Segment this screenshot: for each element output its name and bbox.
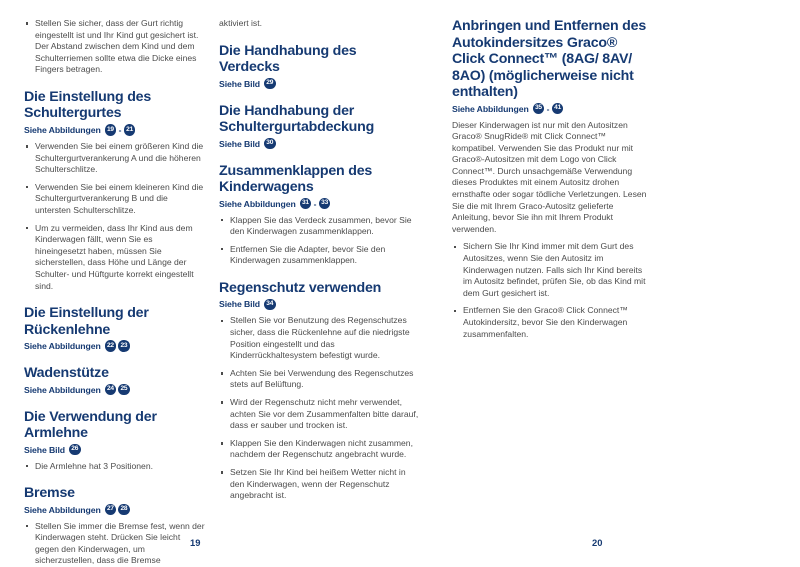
figure-badge: 26 — [69, 444, 81, 456]
see-label: Siehe Bild — [219, 138, 260, 149]
see-label: Siehe Abbildungen — [24, 124, 101, 135]
list-item: Stellen Sie immer die Bremse fest, wenn der Kinderwagen steht. Drücken Sie leicht gegen den Kinderwagen, um sicherzustellen, dass die Bremse — [24, 521, 205, 567]
see-figures-line — [452, 103, 652, 115]
column-right — [452, 18, 652, 528]
see-figures-line — [24, 124, 205, 136]
see-figures-line — [24, 340, 205, 352]
see-figures-line — [24, 384, 205, 396]
list-item: Wird der Regenschutz nicht mehr verwendet, achten Sie vor dem Zusammenfalten bitte darauf, dass er sauber und trocken ist. — [219, 397, 420, 432]
see-figure-line — [219, 298, 420, 310]
range-dash: - — [546, 103, 550, 114]
section-heading-verdeck: Die Handhabung des Verdecks — [219, 42, 357, 76]
figure-badge: 19 — [105, 124, 117, 136]
section-heading-armlehne: Die Verwendung der Armlehne — [24, 408, 157, 442]
list-item: Die Armlehne hat 3 Positionen. — [24, 461, 205, 473]
figure-badge: 34 — [264, 299, 276, 311]
see-figures-line — [219, 198, 420, 210]
figure-badge: 31 — [300, 198, 312, 210]
section-heading-autokindersitz: Anbringen und Entfernen des Autokindersitzes Graco® Click Connect™ (8AG/ 8AV/ 8AO) (möglicherweise nicht enthalten) — [452, 18, 647, 100]
list-item: Klappen Sie das Verdeck zusammen, bevor Sie den Kinderwagen zusammenklappen. — [219, 215, 420, 238]
list-item: Achten Sie bei Verwendung des Regenschutzes stets auf Belüftung. — [219, 368, 420, 391]
see-label: Siehe Abbildungen — [452, 103, 529, 114]
see-label: Siehe Bild — [219, 299, 260, 310]
bullet-list-zusammenklappen — [219, 215, 420, 267]
see-label: Siehe Abbildungen — [24, 341, 101, 352]
figure-badge: 27 — [105, 504, 117, 516]
range-dash: - — [313, 198, 317, 209]
see-label: Siehe Bild — [219, 78, 260, 89]
section-heading-rueckenlehne: Die Einstellung der Rückenlehne — [24, 305, 149, 338]
bullet-list-armlehne — [24, 461, 205, 473]
figure-badge: 33 — [319, 198, 331, 210]
list-item: Setzen Sie Ihr Kind bei heißem Wetter nicht in den Kinderwagen, wenn der Regenschutz angebracht ist. — [219, 467, 420, 502]
list-item: Klappen Sie den Kinderwagen nicht zusammen, nachdem der Regenschutz angebracht wurde. — [219, 438, 420, 461]
range-dash: - — [118, 124, 122, 135]
continued-text: aktiviert ist. — [219, 18, 262, 28]
see-label: Siehe Abbildungen — [24, 384, 101, 395]
figure-badge: 35 — [533, 103, 545, 115]
figure-badge: 28 — [118, 504, 130, 516]
section-heading-schultergurtabdeckung: Die Handhabung der Schultergurtabdeckung — [219, 102, 375, 136]
see-label: Siehe Abbildungen — [24, 504, 101, 515]
body-paragraph: Dieser Kinderwagen ist nur mit den Autositzen Graco® SnugRide® mit Click Connect™ kompatibel. Verwenden Sie das Produkt nur mit Graco®-Autositzen mit dem Logo von Click Connect™. Durch unsachgemäße Verwendung dieses Produktes mit einem Autositz drohen ernsthafte oder sogar tödliche Verletzungen. Lesen Sie die mit Ihrem Graco-Autositz gelieferte Anleitung, bevor Sie ihn mit Ihrem Produkt verwenden. — [452, 119, 647, 234]
list-item: Um zu vermeiden, dass Ihr Kind aus dem Kinderwagen fällt, wenn Sie es hineingesetzt haben, müssen Sie sicherstellen, dass Höhe und Länge der Schulter- und Hüftgurte korrekt eingestellt sind. — [24, 223, 205, 293]
list-item: Verwenden Sie bei einem größeren Kind die Schultergurtverankerung A und die höheren Schulterschlitze. — [24, 141, 205, 176]
see-label: Siehe Abbildungen — [219, 198, 296, 209]
see-figures-line — [24, 504, 205, 516]
see-figure-line — [219, 78, 420, 90]
figure-badge: 25 — [118, 384, 130, 396]
figure-badge: 22 — [105, 340, 117, 352]
column-left — [24, 18, 219, 566]
figure-badge: 41 — [552, 103, 564, 115]
page-number-left: 19 — [190, 537, 201, 548]
figure-badge: 29 — [264, 78, 276, 90]
figure-badge: 23 — [118, 340, 130, 352]
bullet-list-autokindersitz — [452, 241, 652, 340]
bullet-list-regenschutz — [219, 315, 420, 501]
see-figure-line — [219, 138, 420, 150]
figure-badge: 21 — [124, 124, 136, 136]
page-number-row — [0, 537, 800, 553]
figure-badge: 24 — [105, 384, 117, 396]
column-middle — [219, 18, 434, 528]
see-figure-line — [24, 444, 205, 456]
bullet-list-schultergurt — [24, 141, 205, 292]
section-heading-schultergurt: Die Einstellung des Schultergurtes — [24, 88, 152, 122]
page-number-right: 20 — [592, 537, 603, 548]
list-item: Entfernen Sie die Adapter, bevor Sie den Kinderwagen zusammenklappen. — [219, 244, 420, 267]
continued-bullet-list — [24, 18, 205, 76]
section-heading-wadenstuetze: Wadenstütze — [24, 365, 109, 382]
list-item: Sichern Sie Ihr Kind immer mit dem Gurt des Autositzes, wenn Sie den Autositz im Kinderwagen nutzen. Falls sich Ihr Kind bereits im Autositz befindet, prüfen Sie, ob das Kind mit dem Gurt gesichert ist. — [452, 241, 652, 299]
see-label: Siehe Bild — [24, 444, 65, 455]
figure-badge: 30 — [264, 138, 276, 150]
list-item: Stellen Sie sicher, dass der Gurt richtig eingestellt ist und Ihr Kind gut gesichert ist. Der Abstand zwischen dem Kind und dem Schulterriemen sollte etwa die Dicke eines Fingers betragen. — [24, 18, 205, 76]
list-item: Entfernen Sie den Graco® Click Connect™ Autokindersitz, bevor Sie den Kinderwagen zusammenfalten. — [452, 305, 652, 340]
list-item: Verwenden Sie bei einem kleineren Kind die Schultergurtverankerung B und die untersten Schulterschlitze. — [24, 182, 205, 217]
section-heading-zusammenklappen: Zusammenklappen des Kinderwagens — [219, 162, 373, 196]
section-heading-regenschutz: Regenschutz verwenden — [219, 279, 382, 296]
section-heading-bremse: Bremse — [24, 485, 75, 502]
list-item: Stellen Sie vor Benutzung des Regenschutzes sicher, dass die Rückenlehne auf die niedrigste Position eingestellt und das Kinderrückhaltesystem befestigt wurde. — [219, 315, 420, 361]
